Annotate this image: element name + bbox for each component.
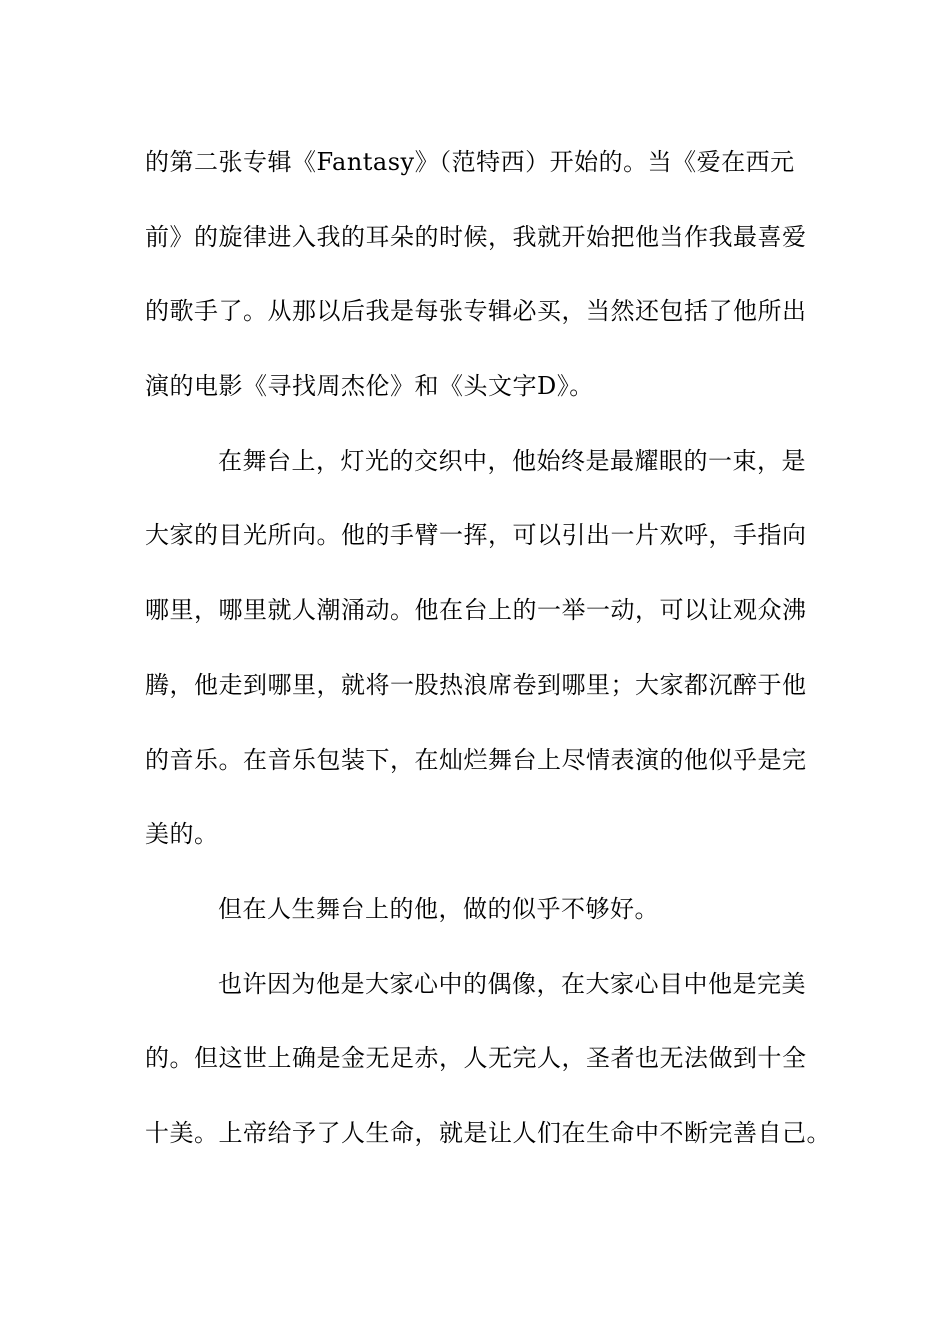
text-line: 演的电影《寻找周杰伦》和《头文字D》。 — [145, 372, 594, 401]
text-line: 的音乐。在音乐包装下，在灿烂舞台上尽情表演的他似乎是完 — [145, 745, 807, 774]
text-line: 哪里，哪里就人潮涌动。他在台上的一举一动，可以让观众沸 — [145, 596, 807, 625]
paragraph-start-line: 也许因为他是大家心中的偶像，在大家心目中他是完美 — [218, 969, 806, 998]
paragraph-start-line: 在舞台上，灯光的交织中，他始终是最耀眼的一束，是 — [218, 446, 806, 475]
text-line: 腾，他走到哪里，就将一股热浪席卷到哪里；大家都沉醉于他 — [145, 670, 807, 699]
text-line: 十美。上帝给予了人生命，就是让人们在生命中不断完善自己。 — [145, 1118, 831, 1147]
text-line: 前》的旋律进入我的耳朵的时候，我就开始把他当作我最喜爱 — [145, 222, 807, 251]
paragraph-start-line: 但在人生舞台上的他，做的似乎不够好。 — [218, 894, 659, 923]
text-line: 美的。 — [145, 820, 219, 849]
text-line: 的第二张专辑《Fantasy》（范特西）开始的。当《爱在西元 — [145, 148, 795, 176]
text-line: 大家的目光所向。他的手臂一挥，可以引出一片欢呼，手指向 — [145, 521, 807, 550]
text-line: 的。但这世上确是金无足赤，人无完人，圣者也无法做到十全 — [145, 1044, 807, 1073]
body-text — [145, 125, 831, 1171]
text-line: 的歌手了。从那以后我是每张专辑必买，当然还包括了他所出 — [145, 297, 807, 326]
